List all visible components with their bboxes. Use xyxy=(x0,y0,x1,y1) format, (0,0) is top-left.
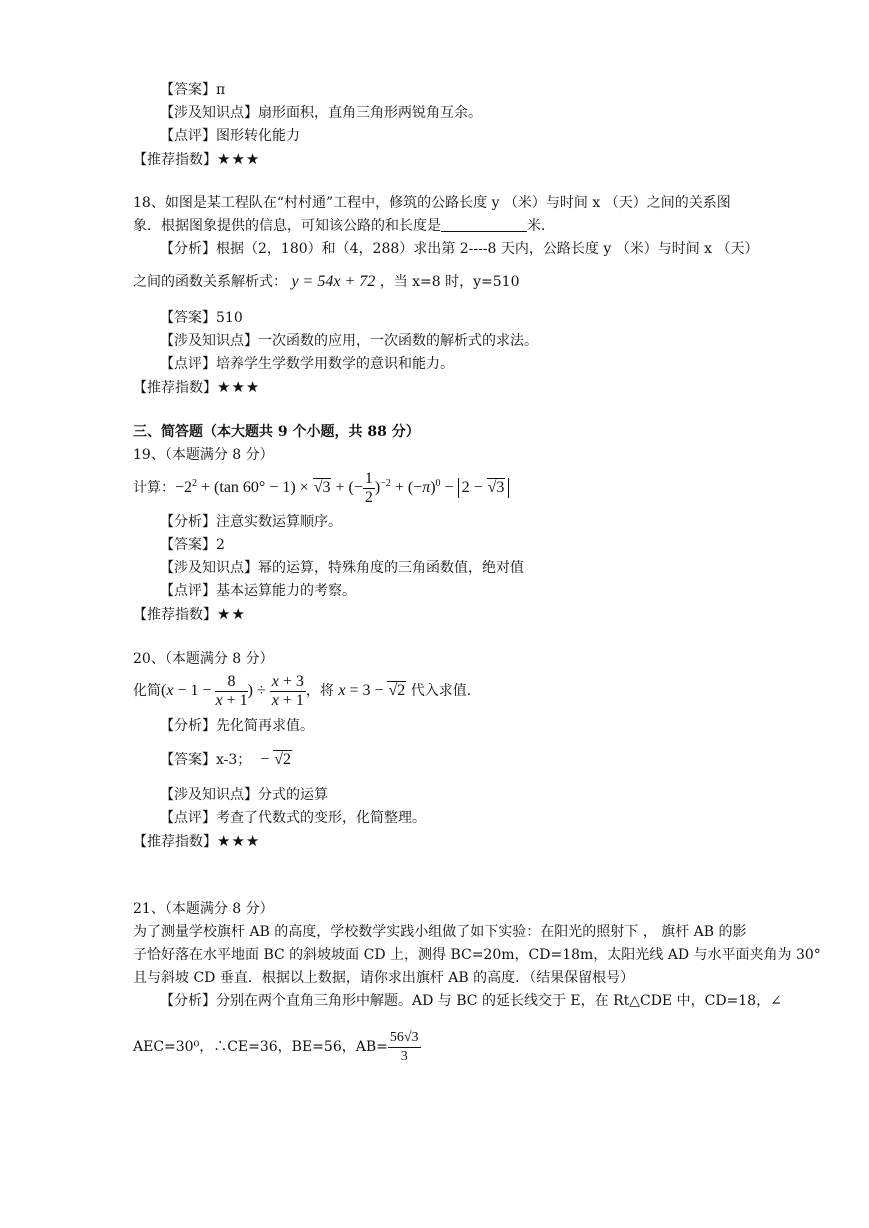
p19-calc-label: 计算： xyxy=(133,480,175,497)
p19-formula: $-2^2 + (\tan$ 60° − 1) × √3 + (− $\frac{1}{2}$ )$^{-2} + (-\pi)^0 - 2 - √3$ xyxy=(175,479,509,496)
p17-answer: 【答案】π xyxy=(160,82,226,98)
star-rating: ★★★ xyxy=(217,832,261,850)
p21-analysis-text: AEC=30⁰，∴CE=36，BE=56，AB= xyxy=(133,1039,388,1055)
p18-comment: 【点评】培养学生学数学用数学的意识和能力。 xyxy=(160,356,454,372)
p18-analysis-line1: 【分析】根据（2，180）和（4，288）求出第 2----8 天内，公路长度 y （米）与时间 x （天） xyxy=(160,241,759,257)
p20-sub-tail: 代入求值． xyxy=(410,683,481,699)
p20-knowledge-points: 【涉及知识点】分式的运算 xyxy=(160,787,328,803)
p21-analysis-line1: 【分析】分别在两个直角三角形中解题。AD 与 BC 的延长线交于 E，在 Rt△CDE 中，CD=18，∠ xyxy=(160,993,782,1009)
p21-header: 21、（本题满分 8 分） xyxy=(133,901,274,917)
p21-analysis-line2 xyxy=(133,1026,421,1068)
p20-simplify-label: 化简 xyxy=(133,683,161,699)
p18-recommend xyxy=(133,377,260,398)
star-rating: ★★ xyxy=(217,605,246,623)
p18-stem-text: 象．根据图象提供的信息，可知该公路的和长度是 xyxy=(133,218,441,234)
p20-recommend xyxy=(133,831,260,852)
p21-stem-line3: 且与斜坡 CD 垂直．根据以上数据，请你求出旗杆 AB 的高度．（结果保留根号） xyxy=(133,970,635,986)
p19-recommend xyxy=(133,604,246,625)
p20-answer xyxy=(160,750,292,770)
p20-sub-text: ，将 xyxy=(305,683,334,699)
recommend-label: 【推荐指数】 xyxy=(133,152,217,168)
p20-substitution: x = 3 − √2 xyxy=(338,682,406,699)
p19-answer: 【答案】2 xyxy=(160,537,225,553)
p18-stem-line2 xyxy=(133,216,555,236)
fraction-denominator: 3 xyxy=(400,1048,408,1064)
p20-header: 20、（本题满分 8 分） xyxy=(133,651,274,667)
p17-knowledge-points: 【涉及知识点】扇形面积，直角三角形两锐角互余。 xyxy=(160,105,482,121)
p17-recommend xyxy=(133,149,260,170)
p17-comment: 【点评】图形转化能力 xyxy=(160,128,300,144)
p20-answer-value: − √2 xyxy=(260,751,292,768)
p19-expression xyxy=(133,470,509,506)
p20-comment: 【点评】考查了代数式的变形，化简整理。 xyxy=(160,810,426,826)
fraction-numerator: 56√3 xyxy=(388,1029,421,1048)
p18-answer: 【答案】510 xyxy=(160,310,243,326)
p21-stem-line2: 子恰好落在水平地面 BC 的斜坡坡面 CD 上，测得 BC=20m，CD=18m，太阳光线 AD 与水平面夹角为 30° xyxy=(133,947,821,963)
p18-analysis-tail: ，当 x=8 时，y=510 xyxy=(379,274,520,290)
recommend-label: 【推荐指数】 xyxy=(133,607,217,623)
p18-stem-unit: 米． xyxy=(527,218,555,234)
p21-fraction xyxy=(388,1029,421,1066)
star-rating: ★★★ xyxy=(217,150,261,168)
p20-formula: (x − 1 − $\frac{8}{x + 1}$ ) ÷ $\frac{x + 3}{x + 1}$ xyxy=(161,672,304,709)
recommend-label: 【推荐指数】 xyxy=(133,380,217,396)
p20-answer-text: 【答案】x-3； xyxy=(160,752,252,768)
p19-comment: 【点评】基本运算能力的考察。 xyxy=(160,583,356,599)
p19-analysis: 【分析】注意实数运算顺序。 xyxy=(160,514,342,530)
star-rating: ★★★ xyxy=(217,378,261,396)
p18-formula: y = 54x + 72 xyxy=(291,273,376,290)
p18-analysis-line2 xyxy=(133,272,520,292)
p18-analysis-text: 之间的函数关系解析式： xyxy=(133,274,287,290)
recommend-label: 【推荐指数】 xyxy=(133,834,217,850)
p19-header: 19、（本题满分 8 分） xyxy=(133,447,274,463)
p20-analysis: 【分析】先化简再求值。 xyxy=(160,718,314,734)
p21-stem-line1: 为了测量学校旗杆 AB 的高度，学校数学实践小组做了如下实验：在阳光的照射下 ， 旗杆 AB 的影 xyxy=(133,924,747,940)
p20-expression xyxy=(133,670,481,712)
answer-blank xyxy=(441,217,527,232)
section-heading: 三、简答题（本大题共 9 个小题，共 88 分） xyxy=(133,424,420,440)
p19-knowledge-points: 【涉及知识点】幂的运算，特殊角度的三角函数值，绝对值 xyxy=(160,560,524,576)
p18-knowledge-points: 【涉及知识点】一次函数的应用，一次函数的解析式的求法。 xyxy=(160,333,538,349)
p18-stem-line1: 18、如图是某工程队在“村村通”工程中，修筑的公路长度 y （米）与时间 x （天）之间的关系图 xyxy=(133,195,731,211)
